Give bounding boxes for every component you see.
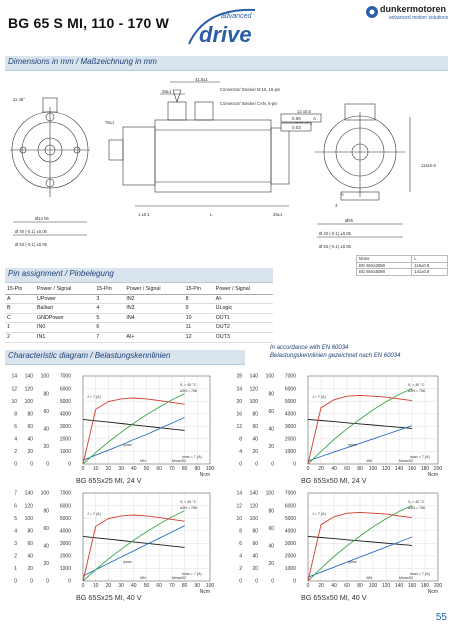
dim-hole-left2-label: Ø 63 (-0.1) ±0.05 — [15, 242, 47, 247]
table-row: C GNDPower 5 IN4 10 OUT1 — [5, 313, 273, 323]
y-tick-label: 7000 — [284, 373, 296, 380]
y-tick-label: 14 — [11, 373, 17, 380]
chart-note-line1: In accordance with EN 60034 — [270, 345, 349, 351]
table-row: 1 IN0 6 11 OUT2 — [5, 323, 273, 333]
logo-big-text: drive — [199, 22, 252, 46]
y-tick-label: 60 — [43, 525, 49, 532]
x-tick-label: 40 — [131, 583, 137, 589]
y-tick-label: 4000 — [59, 528, 71, 535]
company-emblem-icon — [365, 5, 379, 19]
tolerance-frame-2 — [281, 123, 311, 131]
y-tick-label: 10 — [236, 515, 242, 522]
chart-annotation: MmaxS2 — [399, 459, 414, 463]
y-tick-label: 60 — [252, 540, 258, 547]
y-tick-label: 2 — [14, 553, 17, 560]
dim-a-label: A — [341, 192, 344, 197]
y-tick-label: 5000 — [59, 515, 71, 522]
y-tick-label: 20 — [43, 444, 49, 451]
chart-bg65sx25-40v — [5, 487, 220, 595]
chart-note — [270, 344, 400, 360]
pin-table-header-row — [5, 285, 273, 294]
y-tick-label: 12 — [236, 423, 242, 430]
pin-col-header: Power / Signal — [214, 285, 273, 294]
company-tagline: advanced motion solutions — [389, 15, 449, 21]
chart-heading: Characteristic diagram / Belastungskennlinien — [8, 351, 171, 360]
y-tick-label: 0 — [46, 578, 49, 585]
pin-col-header: Power / Signal — [35, 285, 94, 294]
y-tick-label: 5000 — [59, 398, 71, 405]
x-tick-label: 40 — [331, 583, 337, 589]
y-tick-label: 7000 — [59, 490, 71, 497]
pin-heading-bar — [5, 268, 273, 283]
x-tick-label: 100 — [205, 466, 215, 472]
tolerance-2-value: 0.03 — [292, 125, 301, 130]
dim-shaft-label: Ø12 h6 — [35, 216, 49, 221]
y-tick-label: 12 — [236, 503, 242, 510]
y-tick-label: 120 — [249, 503, 258, 510]
x-tick-label: 60 — [156, 466, 162, 472]
y-tick-label: 3 — [14, 540, 17, 547]
y-tick-label: 60 — [252, 423, 258, 430]
y-tick-label: 6000 — [59, 503, 71, 510]
y-tick-label: 80 — [252, 411, 258, 418]
y-tick-label: 4 — [239, 449, 242, 456]
y-tick-label: 140 — [24, 490, 33, 497]
dim-hole-left-label: Ø 40 (-0.1) ±0.05 — [15, 229, 47, 234]
y-tick-label: 1000 — [284, 566, 296, 573]
tolerance-1-value: 0.06 — [292, 116, 301, 121]
y-tick-label: 28 — [236, 373, 242, 380]
y-tick-label: 80 — [268, 508, 274, 515]
chart-annotation: MmaxS2 — [171, 459, 187, 463]
chart-annotation: J = 7 (A) — [312, 395, 326, 399]
y-tick-label: 60 — [268, 408, 274, 415]
advanced-drive-logo — [185, 4, 260, 46]
pin-col-header: 15-Pin — [5, 285, 35, 294]
x-tick-label: 70 — [169, 466, 175, 472]
y-tick-label: 0 — [14, 578, 17, 585]
pin-col-header: Power / Signal — [124, 285, 183, 294]
pin-col-header: 15-Pin — [94, 285, 124, 294]
dim-top-label: 41.5±1 — [195, 77, 208, 82]
y-tick-label: 40 — [43, 543, 49, 550]
y-tick-label: 2000 — [284, 436, 296, 443]
chart-annotation: ΔϑN = 75K — [408, 389, 426, 393]
x-axis-label: Ncm — [199, 472, 210, 478]
y-tick-label: 8 — [239, 528, 242, 535]
x-axis-label: Ncm — [427, 589, 438, 595]
motor-table-header-motor: Motor — [357, 256, 412, 263]
page-number: 55 — [435, 612, 447, 623]
x-tick-label: 10 — [92, 583, 99, 589]
y-tick-label: 80 — [43, 508, 49, 515]
x-tick-label: 40 — [131, 466, 137, 472]
y-tick-label: 0 — [14, 461, 17, 468]
y-tick-label: 40 — [27, 436, 33, 443]
y-tick-label: 0 — [239, 578, 242, 585]
logo-small-text: advanced — [221, 13, 252, 20]
y-tick-label: 40 — [27, 553, 33, 560]
x-axis-label: Ncm — [427, 472, 438, 478]
y-tick-label: 40 — [268, 426, 274, 433]
y-tick-label: 0 — [30, 578, 33, 585]
chart-annotation: ΔϑN = 75K — [408, 506, 426, 510]
x-tick-label: 20 — [105, 583, 112, 589]
pin-table — [5, 285, 273, 343]
x-tick-label: 20 — [318, 466, 324, 472]
x-tick-label: 20 — [318, 583, 324, 589]
y-tick-label: 3000 — [284, 540, 296, 547]
pin-col-header: 15-Pin — [184, 285, 214, 294]
x-tick-label: 140 — [394, 583, 404, 589]
chart-note-line2: Belastungskennlinien gezeichnet nach EN 60034 — [270, 353, 401, 359]
chart-annotation: MmaxS2 — [171, 576, 187, 580]
y-tick-label: 24 — [236, 386, 242, 393]
angle-label: 2x 45° — [13, 97, 25, 102]
y-tick-label: 12 — [11, 386, 17, 393]
x-tick-label: 60 — [156, 583, 162, 589]
y-tick-label: 3000 — [284, 423, 296, 430]
y-tick-label: 5000 — [284, 398, 296, 405]
y-tick-label: 100 — [265, 490, 274, 497]
x-tick-label: 0 — [81, 466, 85, 472]
chart-annotation: ϑ₁ = 40 °C — [408, 500, 425, 504]
company-name: dunkermotoren — [380, 4, 447, 14]
table-row: A UPower 3 IN2 8 AI- — [5, 294, 273, 304]
x-tick-label: 80 — [181, 583, 188, 589]
y-tick-label: 20 — [43, 561, 49, 568]
chart-annotation: MmaxS2 — [399, 576, 414, 580]
company-logo — [365, 4, 450, 24]
chart-annotation: ηmax — [348, 443, 357, 447]
x-tick-label: 0 — [81, 583, 85, 589]
y-tick-label: 0 — [255, 461, 258, 468]
dim-25-label: 25±1 — [273, 212, 283, 217]
x-tick-label: 70 — [169, 583, 175, 589]
chart-annotation: Imax = 7 (A) — [410, 572, 430, 576]
y-tick-label: 100 — [24, 515, 33, 522]
y-tick-label: 4 — [14, 436, 17, 443]
pin-heading: Pin assignment / Pinbelegung — [8, 269, 114, 278]
motor-table-cell: 116±0.8 — [412, 262, 448, 269]
y-tick-label: 0 — [46, 461, 49, 468]
x-tick-label: 50 — [143, 583, 150, 589]
x-tick-label: 30 — [118, 466, 124, 472]
y-tick-label: 7000 — [59, 373, 71, 380]
y-tick-label: 20 — [252, 566, 258, 573]
y-tick-label: 2000 — [59, 553, 71, 560]
y-tick-label: 140 — [249, 373, 258, 380]
y-tick-label: 40 — [252, 436, 258, 443]
y-tick-label: 2000 — [59, 436, 71, 443]
chart-annotation: J = 7 (A) — [87, 512, 101, 516]
y-tick-label: 100 — [24, 398, 33, 405]
chart-annotation: ϑ₁ = 40 °C — [180, 383, 197, 387]
y-tick-label: 20 — [252, 449, 258, 456]
chart-annotation: Imax = 7 (A) — [182, 455, 202, 459]
y-tick-label: 16 — [236, 411, 242, 418]
x-tick-label: 200 — [433, 466, 443, 472]
y-tick-label: 40 — [252, 553, 258, 560]
y-tick-label: 120 — [24, 503, 33, 510]
y-tick-label: 0 — [271, 461, 274, 468]
chart-annotation: MN — [140, 576, 146, 580]
y-tick-label: 3000 — [59, 540, 71, 547]
y-tick-label: 20 — [268, 561, 274, 568]
dim-left-label: 76±1 — [105, 120, 115, 125]
chart-annotation: J = 7 (A) — [87, 395, 101, 399]
x-tick-label: 100 — [368, 466, 378, 472]
y-tick-label: 100 — [40, 373, 49, 380]
x-axis-label: Ncm — [199, 589, 210, 595]
chart-annotation: J = 7 (A) — [312, 512, 326, 516]
chart-annotation: ΔϑN = 75K — [180, 506, 198, 510]
y-tick-label: 20 — [268, 444, 274, 451]
y-tick-label: 10 — [11, 398, 17, 405]
y-tick-label: 6000 — [59, 386, 71, 393]
chart-annotation: Imax = 7 (A) — [410, 455, 430, 459]
y-tick-label: 8 — [239, 436, 242, 443]
motor-table-cell: BG 65Sx25MI — [357, 262, 412, 269]
y-tick-label: 60 — [268, 525, 274, 532]
y-tick-label: 0 — [255, 578, 258, 585]
y-tick-label: 4000 — [284, 528, 296, 535]
y-tick-label: 20 — [27, 449, 33, 456]
y-tick-label: 60 — [43, 408, 49, 415]
y-tick-label: 5 — [14, 515, 17, 522]
motor-table-cell: 141±0.8 — [412, 269, 448, 276]
x-tick-label: 90 — [194, 583, 201, 589]
y-tick-label: 6000 — [284, 386, 296, 393]
dimension-drawing — [5, 72, 448, 252]
x-tick-label: 0 — [306, 466, 310, 472]
chart-bg65sx50-24v — [230, 370, 448, 478]
chart-caption-3: BG 65Sx25 MI, 40 V — [76, 593, 142, 602]
y-tick-label: 4 — [239, 553, 242, 560]
y-tick-label: 0 — [30, 461, 33, 468]
y-tick-label: 140 — [24, 373, 33, 380]
x-tick-label: 180 — [420, 583, 430, 589]
y-tick-label: 120 — [249, 386, 258, 393]
y-tick-label: 0 — [68, 578, 71, 585]
connector-can-label: Connector/ Stecker CAN, 5-pin — [220, 101, 278, 106]
chart-annotation: ηmax — [123, 560, 132, 564]
chart-annotation: ϑ₁ = 40 °C — [408, 383, 425, 387]
x-tick-label: 120 — [381, 466, 391, 472]
y-tick-label: 20 — [236, 398, 242, 405]
y-tick-label: 0 — [293, 578, 296, 585]
y-tick-label: 80 — [27, 528, 33, 535]
y-tick-label: 140 — [249, 490, 258, 497]
motor-table-header-l: L — [412, 256, 448, 263]
y-tick-label: 6000 — [284, 503, 296, 510]
x-tick-label: 160 — [407, 466, 417, 472]
x-tick-label: 10 — [92, 466, 99, 472]
y-tick-label: 40 — [268, 543, 274, 550]
table-row: 2 IN1 7 AI+ 12 OUT3 — [5, 332, 273, 342]
y-tick-label: 80 — [252, 528, 258, 535]
x-tick-label: 80 — [181, 466, 188, 472]
y-tick-label: 120 — [24, 386, 33, 393]
y-tick-label: 100 — [249, 398, 258, 405]
dim-hole-right-label: Ø 40 (-0.1) ±0.05 — [319, 231, 351, 236]
chart-annotation: Imax = 7 (A) — [182, 572, 202, 576]
dim-hole-right2-label: Ø 63 (-0.1) ±0.05 — [319, 244, 351, 249]
chart-annotation: MN — [366, 459, 373, 463]
y-tick-label: 80 — [43, 391, 49, 398]
x-tick-label: 100 — [205, 583, 215, 589]
dim-small-label: 1 ±0.1 — [138, 212, 150, 217]
x-tick-label: 0 — [306, 583, 310, 589]
x-tick-label: 60 — [344, 466, 350, 472]
y-tick-label: 100 — [249, 515, 258, 522]
y-tick-label: 4000 — [284, 411, 296, 418]
x-tick-label: 40 — [331, 466, 337, 472]
y-tick-label: 8 — [14, 411, 17, 418]
chart-annotation: MN — [140, 459, 146, 463]
x-tick-label: 50 — [143, 466, 150, 472]
y-tick-label: 1000 — [284, 449, 296, 456]
x-tick-label: 100 — [368, 583, 378, 589]
y-tick-label: 0 — [239, 461, 242, 468]
connector-io-label: Connector/ Stecker M 16, 15-pin — [220, 87, 281, 92]
y-tick-label: 40 — [43, 426, 49, 433]
chart-annotation: ΔϑN = 75K — [180, 389, 198, 393]
dim-l-label: L — [210, 212, 213, 217]
y-tick-label: 2000 — [284, 553, 296, 560]
y-tick-label: 3000 — [59, 423, 71, 430]
y-tick-label: 0 — [271, 578, 274, 585]
y-tick-label: 60 — [27, 423, 33, 430]
y-tick-label: 6 — [14, 423, 17, 430]
chart-annotation: ηmax — [348, 560, 357, 564]
y-tick-label: 2 — [14, 449, 17, 456]
y-tick-label: 80 — [27, 411, 33, 418]
dim-12-label: 12 ±0.5 — [297, 109, 311, 114]
y-tick-label: 6 — [14, 503, 17, 510]
motor-table-cell: BG 65Sx50MI — [357, 269, 412, 276]
y-tick-label: 4 — [14, 528, 17, 535]
y-tick-label: 100 — [40, 490, 49, 497]
dim-flange-label: Ø65 — [345, 218, 353, 223]
y-tick-label: 7000 — [284, 490, 296, 497]
y-tick-label: 2 — [239, 566, 242, 573]
chart-annotation: ϑ₁ = 40 °C — [180, 500, 197, 504]
chart-annotation: MN — [366, 576, 373, 580]
page-title: BG 65 S MI, 110 - 170 W — [8, 15, 169, 31]
chart-caption-2: BG 65Sx50 MI, 24 V — [301, 476, 367, 485]
y-tick-label: 7 — [14, 490, 17, 497]
y-tick-label: 80 — [268, 391, 274, 398]
dimensions-heading-bar — [5, 56, 448, 71]
tolerance-frame-1 — [281, 114, 321, 122]
y-tick-label: 100 — [265, 373, 274, 380]
y-tick-label: 60 — [27, 540, 33, 547]
x-tick-label: 180 — [420, 466, 430, 472]
x-tick-label: 20 — [105, 466, 112, 472]
chart-bg65sx50-40v — [230, 487, 448, 595]
x-tick-label: 30 — [118, 583, 124, 589]
x-tick-label: 200 — [433, 583, 443, 589]
x-tick-label: 120 — [381, 583, 391, 589]
y-tick-label: 1 — [14, 566, 17, 573]
chart-annotation: ηmax — [123, 443, 132, 447]
y-tick-label: 0 — [293, 461, 296, 468]
y-tick-label: 0 — [68, 461, 71, 468]
chart-caption-4: BG 65Sx50 MI, 40 V — [301, 593, 367, 602]
y-tick-label: 20 — [27, 566, 33, 573]
motor-length-table — [356, 255, 448, 276]
x-tick-label: 60 — [344, 583, 350, 589]
y-tick-label: 14 — [236, 490, 242, 497]
x-tick-label: 80 — [357, 466, 363, 472]
y-tick-label: 4000 — [59, 411, 71, 418]
x-tick-label: 90 — [194, 466, 201, 472]
y-tick-label: 5000 — [284, 515, 296, 522]
dim-3-label: 3 — [335, 203, 338, 208]
table-row: B Ballast 4 IN3 9 ULogic — [5, 304, 273, 314]
x-tick-label: 140 — [394, 466, 404, 472]
dim-top2-label: 28±1 — [162, 89, 172, 94]
y-tick-label: 1000 — [59, 449, 71, 456]
y-tick-label: 6 — [239, 540, 242, 547]
tolerance-1-ref: A — [313, 116, 317, 121]
y-tick-label: 1000 — [59, 566, 71, 573]
chart-heading-bar — [5, 350, 245, 365]
x-tick-label: 160 — [407, 583, 417, 589]
dim-right-label: 114±0.5 — [421, 163, 436, 168]
chart-bg65sx25-24v — [5, 370, 220, 478]
x-tick-label: 80 — [357, 583, 363, 589]
chart-caption-1: BG 65Sx25 MI, 24 V — [76, 476, 142, 485]
dimensions-heading: Dimensions in mm / Maßzeichnung in mm — [8, 57, 157, 66]
